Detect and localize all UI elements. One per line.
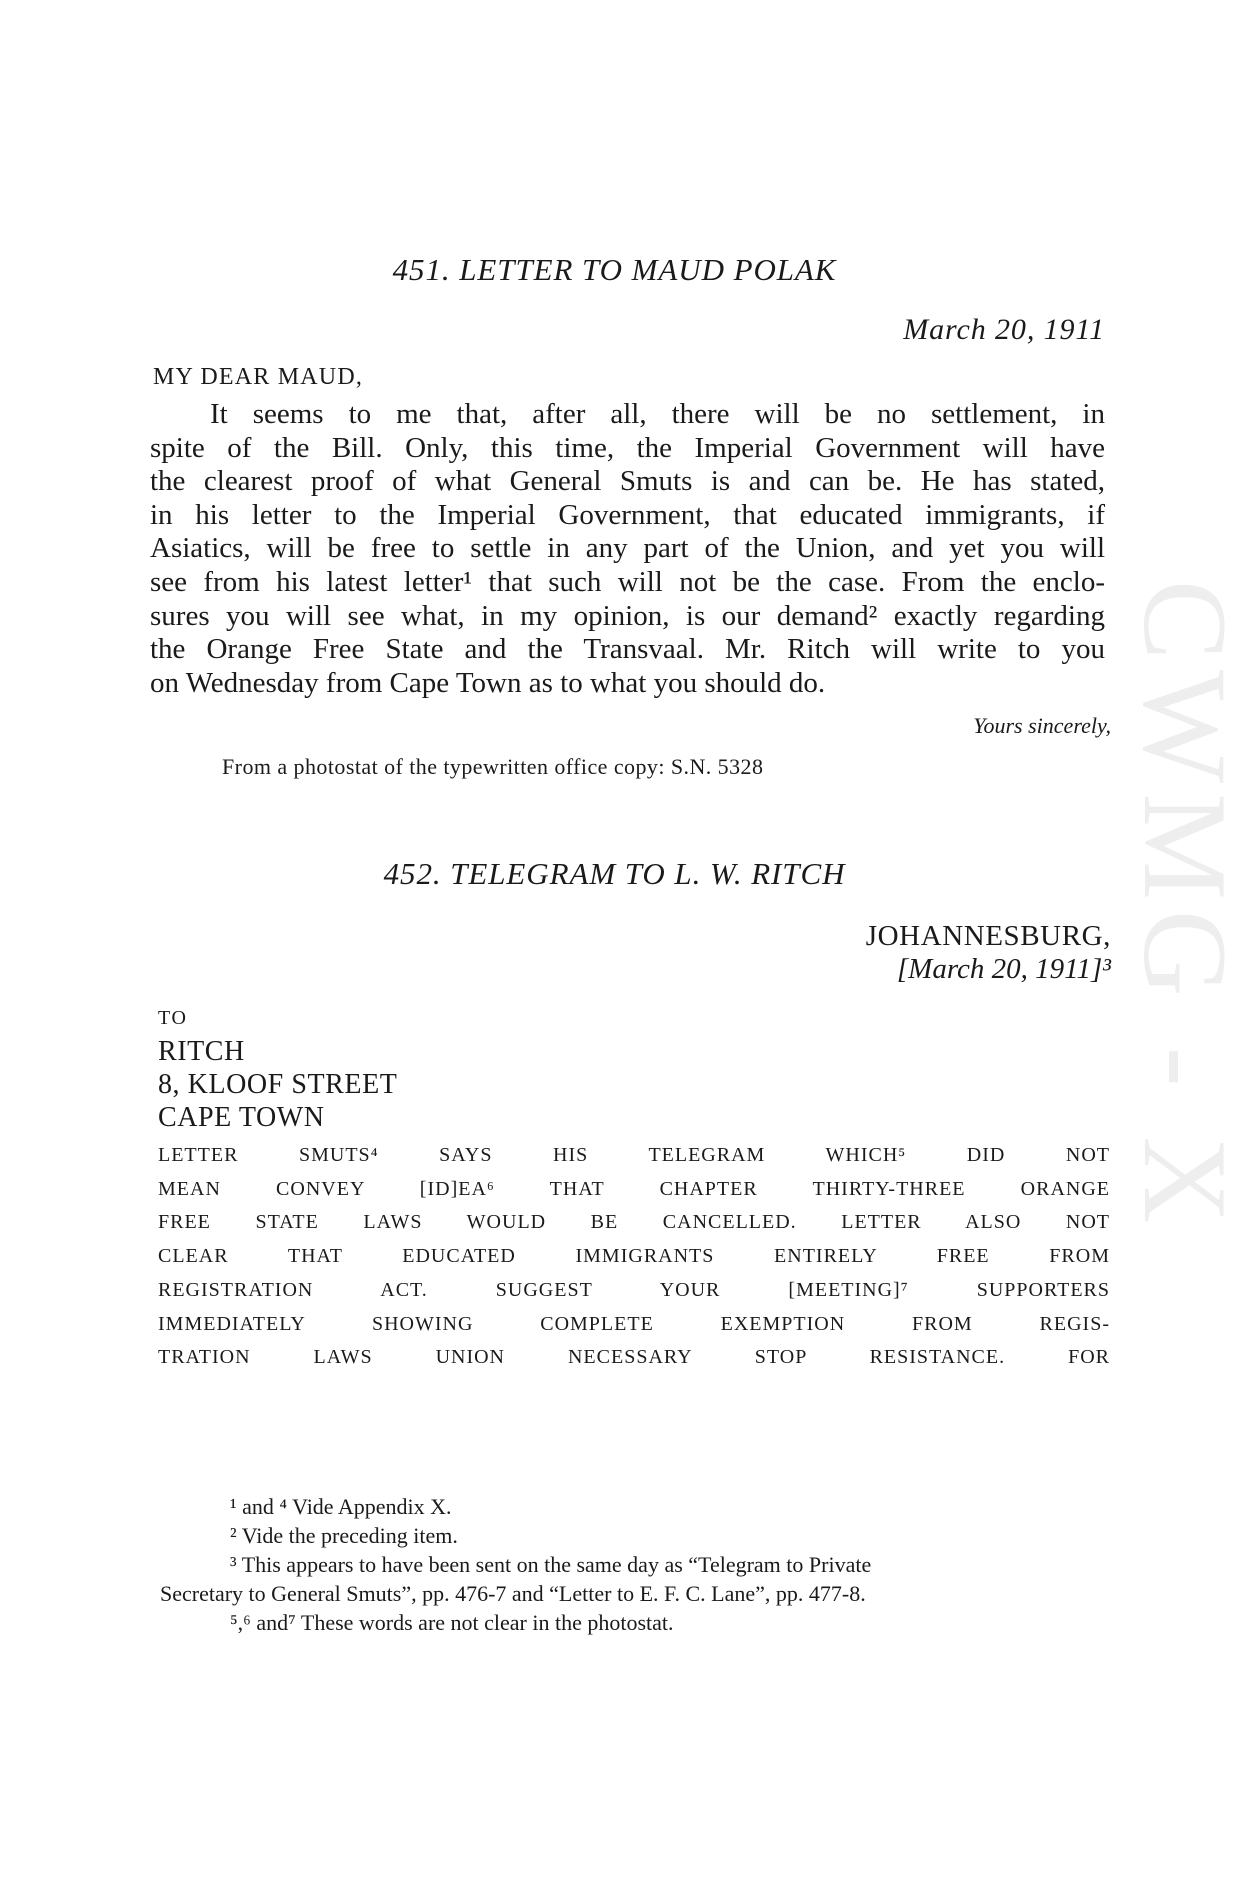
letter-date: March 20, 1911 <box>903 313 1105 346</box>
telegram-line: CLEAR THAT EDUCATED IMMIGRANTS ENTIRELY FREE FROM <box>158 1245 1110 1268</box>
letter-heading: 451. LETTER TO MAUD POLAK <box>392 252 837 287</box>
footnote: ² Vide the preceding item. <box>230 1523 458 1548</box>
letter-line: It seems to me that, after all, there will be no settlement, in <box>210 398 1105 430</box>
telegram-line: LETTER SMUTS⁴ SAYS HIS TELEGRAM WHICH⁵ DID NOT <box>158 1144 1110 1166</box>
telegram-line: REGISTRATION ACT. SUGGEST YOUR [MEETING]⁷ SUPPORTERS <box>158 1278 1110 1301</box>
footnote: ¹ and ⁴ Vide Appendix X. <box>230 1494 452 1519</box>
telegram-date: [March 20, 1911]³ <box>896 953 1111 985</box>
telegram-recipient: RITCH <box>158 1036 245 1067</box>
footnotes <box>160 1492 1120 1637</box>
telegram-line: FREE STATE LAWS WOULD BE CANCELLED. LETTER ALSO NOT <box>158 1211 1110 1234</box>
letter-line: see from his latest letter¹ that such will not be the case. From the enclo- <box>150 565 1105 598</box>
letter-line: in his letter to the Imperial Government, that educated immigrants, if <box>150 498 1105 531</box>
telegram-address <box>158 1002 397 1134</box>
letter-line: the clearest proof of what General Smuts is and can be. He has stated, <box>150 465 1105 498</box>
telegram-line: MEAN CONVEY [ID]EA⁶ THAT CHAPTER THIRTY-THREE ORANGE <box>158 1177 1110 1200</box>
letter-line: the Orange Free State and the Transvaal. Mr. Ritch will write to you <box>150 633 1105 666</box>
telegram-body <box>158 1139 1110 1375</box>
telegram-city: CAPE TOWN <box>158 1102 325 1133</box>
footnote: Secretary to General Smuts”, pp. 476-7 and “Letter to E. F. C. Lane”, pp. 477-8. <box>160 1581 866 1606</box>
telegram-street: 8, KLOOF STREET <box>158 1069 398 1100</box>
telegram-to: TO <box>158 1007 188 1029</box>
telegram-heading: 452. TELEGRAM TO L. W. RITCH <box>383 856 846 891</box>
footnote: ³ This appears to have been sent on the same day as “Telegram to Private <box>230 1552 872 1577</box>
telegram-place-date <box>866 920 1111 986</box>
letter-closing: Yours sincerely, <box>973 713 1111 738</box>
letter-line: on Wednesday from Cape Town as to what you should do. <box>150 666 826 699</box>
letter-line: sures you will see what, in my opinion, is our demand² exactly regarding <box>150 599 1105 632</box>
footnote: ⁵,⁶ and⁷ These words are not clear in the photostat. <box>230 1610 674 1635</box>
letter-source: From a photostat of the typewritten office copy: S.N. 5328 <box>222 754 764 779</box>
watermark: CWMG - X <box>1119 580 1252 1234</box>
telegram-place: JOHANNESBURG, <box>865 920 1111 952</box>
telegram-line: IMMEDIATELY SHOWING COMPLETE EXEMPTION FROM REGIS- <box>158 1312 1110 1335</box>
letter-line: Asiatics, will be free to settle in any part of the Union, and yet you will <box>150 532 1105 565</box>
telegram-line: TRATION LAWS UNION NECESSARY STOP RESISTANCE. FOR <box>158 1346 1110 1369</box>
letter-line: spite of the Bill. Only, this time, the Imperial Government will have <box>150 431 1105 464</box>
letter-salutation: MY DEAR MAUD, <box>153 364 364 390</box>
letter-body <box>150 398 1105 700</box>
